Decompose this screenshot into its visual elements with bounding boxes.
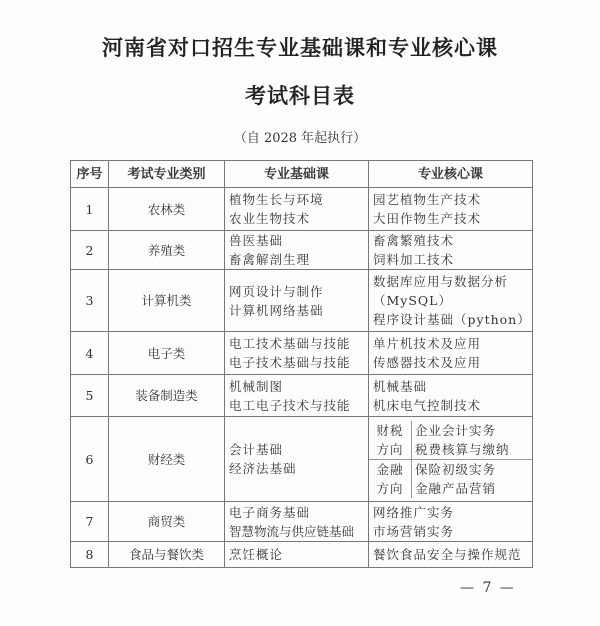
table-row xyxy=(71,231,533,270)
course: 单片机技术及应用 xyxy=(373,336,482,351)
course: 电子技术基础与技能 xyxy=(229,355,351,370)
row-category: 农林类 xyxy=(109,188,225,231)
course: 机械制图 xyxy=(229,378,284,394)
course: 饲料加工技术 xyxy=(373,252,455,267)
table-row xyxy=(71,502,533,542)
course: 会计基础 xyxy=(229,442,284,457)
header-no: 序号 xyxy=(71,161,109,188)
title-line-2: 考试科目表 xyxy=(245,83,355,108)
course: 计算机网络基础 xyxy=(229,302,324,318)
direction-row xyxy=(369,421,532,460)
row-category: 财经类 xyxy=(109,417,225,502)
course: 金融产品营销 xyxy=(415,480,497,496)
direction-table xyxy=(369,421,532,498)
row-basic xyxy=(225,502,369,542)
table-row xyxy=(71,332,533,375)
row-no: 1 xyxy=(71,188,109,231)
course: 畜禽解剖生理 xyxy=(229,252,311,267)
direction-row xyxy=(369,459,532,498)
course: （MySQL） xyxy=(373,293,452,308)
course: 兽医基础 xyxy=(229,233,284,248)
row-no: 7 xyxy=(71,502,109,542)
row-no: 4 xyxy=(71,332,109,375)
direction-text: 方向 xyxy=(376,441,404,457)
row-basic xyxy=(225,332,369,375)
row-no: 2 xyxy=(71,231,109,270)
row-no: 8 xyxy=(71,542,109,568)
row-basic xyxy=(225,542,369,568)
row-core xyxy=(369,502,533,542)
direction-text: 财税 xyxy=(376,422,404,438)
table-row xyxy=(71,188,533,231)
direction-courses xyxy=(412,459,533,498)
row-category: 食品与餐饮类 xyxy=(109,542,225,568)
direction-label xyxy=(369,459,412,498)
direction-text: 金融 xyxy=(376,461,404,477)
row-core xyxy=(369,332,533,375)
row-category: 电子类 xyxy=(109,332,225,375)
table-row xyxy=(71,542,533,568)
row-no: 6 xyxy=(71,417,109,502)
title-line-1: 河南省对口招生专业基础课和专业核心课 xyxy=(102,35,498,60)
direction-text: 方向 xyxy=(376,480,404,496)
course: 大田作物生产技术 xyxy=(373,211,482,226)
direction-label xyxy=(369,421,412,460)
course: 农业生物技术 xyxy=(229,211,311,226)
course: 电子商务基础 xyxy=(229,504,311,520)
row-category: 养殖类 xyxy=(109,231,225,270)
course: 传感器技术及应用 xyxy=(373,355,482,370)
course: 智慧物流与供应链基础 xyxy=(229,523,355,539)
course: 机械基础 xyxy=(373,378,428,394)
table-header-row xyxy=(71,161,533,188)
direction-courses xyxy=(412,421,533,460)
course: 企业会计实务 xyxy=(415,422,497,438)
row-core xyxy=(369,375,533,417)
row-no: 3 xyxy=(71,270,109,332)
course: 网络推广实务 xyxy=(373,504,455,520)
row-core xyxy=(369,542,533,568)
row-basic xyxy=(225,270,369,332)
page-number: — 7 — xyxy=(460,580,516,596)
row-no: 5 xyxy=(71,375,109,417)
row-category: 计算机类 xyxy=(109,270,225,332)
subtitle: （自 2028 年起执行） xyxy=(233,131,367,146)
header-core: 专业核心课 xyxy=(369,161,533,188)
row-category: 商贸类 xyxy=(109,502,225,542)
row-core xyxy=(369,188,533,231)
header-basic: 专业基础课 xyxy=(225,161,369,188)
course: 税费核算与缴纳 xyxy=(415,441,510,457)
course: 数据库应用与数据分析 xyxy=(373,274,509,289)
exam-subject-table xyxy=(70,160,533,568)
row-core xyxy=(369,270,533,332)
row-core xyxy=(369,231,533,270)
course: 园艺植物生产技术 xyxy=(373,192,482,207)
row-basic xyxy=(225,188,369,231)
header-category: 考试专业类别 xyxy=(109,161,225,188)
course: 市场营销实务 xyxy=(373,523,455,539)
row-category: 装备制造类 xyxy=(109,375,225,417)
table-row xyxy=(71,417,533,502)
course: 电工电子技术与技能 xyxy=(229,397,351,413)
row-basic xyxy=(225,375,369,417)
course: 机床电气控制技术 xyxy=(373,397,482,413)
course: 畜禽繁殖技术 xyxy=(373,233,455,248)
course: 电工技术基础与技能 xyxy=(229,336,351,351)
course: 经济法基础 xyxy=(229,461,297,476)
table-row xyxy=(71,270,533,332)
table-row xyxy=(71,375,533,417)
row-basic xyxy=(225,231,369,270)
course: 程序设计基础（python） xyxy=(373,312,531,327)
row-core xyxy=(369,417,533,502)
course: 保险初级实务 xyxy=(415,461,497,477)
course: 植物生长与环境 xyxy=(229,192,324,207)
row-basic xyxy=(225,417,369,502)
course: 餐饮食品安全与操作规范 xyxy=(373,547,522,562)
course: 烹饪概论 xyxy=(229,547,284,562)
course: 网页设计与制作 xyxy=(229,283,324,299)
